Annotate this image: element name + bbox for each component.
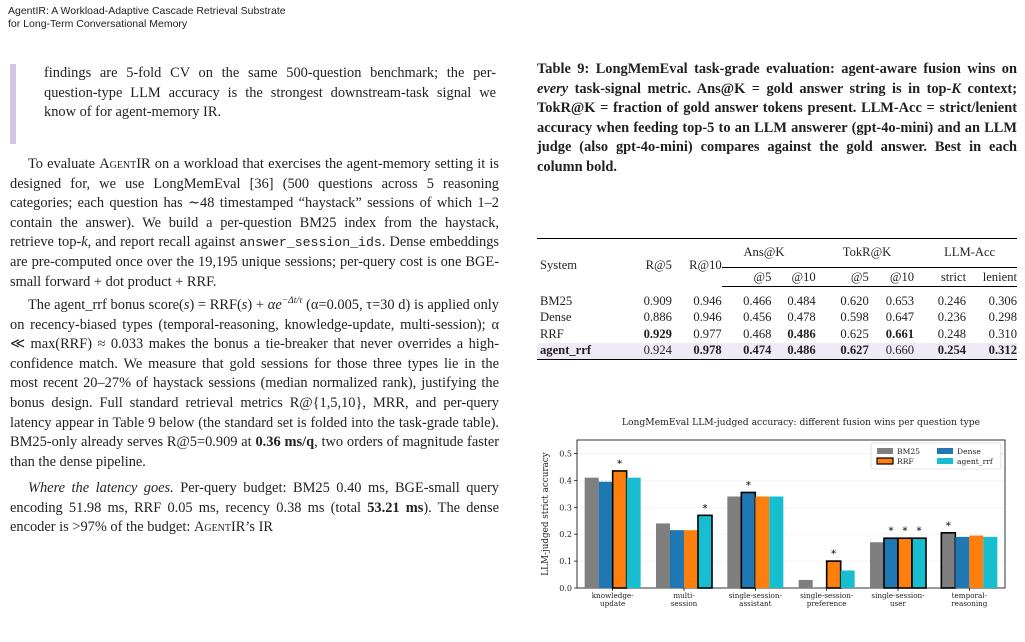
cell: 0.246: [937, 293, 967, 308]
grouped-bar-chart: [537, 412, 1017, 608]
right-column: [537, 60, 1017, 178]
cell: 0.478: [787, 310, 816, 325]
bar-Dense: [955, 537, 969, 588]
table-row: [537, 310, 1017, 327]
bar-BM25: [941, 533, 955, 588]
table-row: [537, 287, 1017, 310]
bar-BM25: [585, 478, 599, 588]
cell: 0.929: [643, 326, 672, 341]
header-system: System: [537, 239, 623, 287]
winner-star: *: [902, 526, 908, 538]
bar-RRF: [755, 497, 769, 588]
bar-agent-rrf: [983, 537, 997, 588]
header-r10: R@10: [672, 239, 722, 287]
y-tick-label: 0.4: [559, 476, 572, 486]
cell: 0.653: [885, 293, 915, 308]
x-tick-label: [592, 591, 634, 608]
table-row: [537, 326, 1017, 343]
x-tick-label: [951, 591, 988, 608]
legend-swatch: [877, 448, 893, 454]
y-axis-label: LLM-judged strict accuracy: [541, 452, 551, 576]
y-tick-label: 0.5: [559, 449, 572, 459]
y-tick-label: 0.0: [559, 584, 572, 593]
running-header: [8, 5, 286, 31]
bar-Dense: [884, 538, 898, 588]
x-tick-label: [671, 591, 698, 608]
legend-label: BM25: [897, 447, 921, 456]
x-tick-label-line: single-session-: [728, 591, 782, 600]
cell: 0.486: [787, 326, 816, 341]
legend-label: RRF: [897, 457, 914, 466]
winner-star: *: [916, 526, 922, 538]
total-latency-highlight: 53.21 ms: [367, 499, 424, 516]
cell: 0.924: [623, 343, 672, 360]
cell: 0.486: [771, 343, 815, 360]
agentir-name: AgentIR: [99, 156, 151, 172]
x-tick-label-line: session: [670, 599, 698, 608]
left-column: [10, 64, 499, 538]
bm25-latency-highlight: 0.36 ms/q: [255, 434, 315, 451]
bar-RRF: [613, 471, 627, 588]
paragraph-heading-latency: Where the latency goes.: [28, 480, 174, 497]
cell: 0.456: [743, 310, 772, 325]
cell: 0.236: [937, 310, 967, 325]
row-system: agent_rrf: [537, 343, 623, 360]
table-row-highlighted: [537, 343, 1017, 360]
cell: 0.484: [787, 293, 816, 308]
cell: 0.620: [840, 293, 869, 308]
answer-session-ids-code: answer_session_ids: [239, 235, 382, 251]
header-ans-k: Ans@K: [771, 239, 815, 268]
header-ans-at5: @5: [722, 268, 772, 287]
bar-Dense: [599, 482, 613, 588]
legend-label: agent_rrf: [957, 457, 993, 466]
cell: 0.978: [672, 343, 722, 360]
legend-swatch: [937, 448, 953, 454]
x-tick-label-line: reasoning: [951, 599, 988, 608]
cell: 0.248: [937, 326, 967, 341]
accuracy-figure: [537, 412, 1017, 608]
paragraph-agent-rrf-bonus: The agent_rrf bonus score(s) = $RRF(s) + \alpha e^{-\Delta t/\tau}$ (α=0.005, τ=30 d) is applied only on recency-biased types (temporal-reasoning, knowledge-update, multi-session); α ≪ max(RRF) ≈ 0.033 makes the bonus a tie-breaker that never overrides a high-confidence match. We measure that gold sessions for those three types lie in the most recent 20–27% of haystack sessions (median normalized rank), justifying the bonus design. Full standard retrieval metrics R@{1,5,10}, MRR, and per-query latency appear in Table 9 below (the standard set is folded into the task-grade table). BM25-only already serves R@5=0.909 at 0.36 ms/q, two orders of magnitude faster than the dense pipeline.: [10, 296, 500, 470]
row-system: BM25: [540, 293, 573, 308]
cell: 0.468: [743, 326, 772, 341]
bar-RRF: [898, 538, 912, 588]
bar-agent-rrf: [769, 497, 783, 588]
x-tick-label-line: multi-: [673, 591, 695, 600]
x-tick-label-line: temporal-: [951, 591, 988, 600]
bar-BM25: [727, 497, 741, 588]
winner-star: *: [617, 458, 623, 470]
running-header-line-1: AgentIR: A Workload-Adaptive Cascade Retrieval Substrate: [8, 5, 286, 17]
bar-RRF: [969, 536, 983, 588]
legend-swatch: [877, 458, 893, 464]
header-ans-at10: @10: [771, 268, 815, 287]
cell: 0.298: [988, 310, 1017, 325]
x-tick-label-line: update: [600, 599, 626, 608]
y-tick-label: 0.3: [559, 503, 572, 513]
cell: 0.312: [966, 343, 1017, 360]
header-tokr-at5: @5: [816, 268, 869, 287]
bar-agent-rrf: [841, 571, 855, 588]
y-tick-label: 0.1: [559, 557, 572, 567]
chart-title: LongMemEval LLM-judged accuracy: different fusion wins per question type: [621, 417, 981, 428]
results-table: [537, 238, 1017, 360]
bar-BM25: [656, 523, 670, 588]
header-llm-acc: LLM-Acc: [966, 239, 1017, 268]
paragraph-latency-budget: Where the latency goes. Per-query budget: BM25 0.40 ms, BGE-small query encoding 51.98 ms, RRF 0.05 ms, recency 0.38 ms (total 53.21 ms). The dense encoder is >97% of the budget: AgentIR’s IR: [10, 480, 499, 536]
x-tick-label-line: preference: [806, 599, 847, 608]
winner-star: *: [831, 549, 837, 561]
header-llm-strict: strict: [914, 268, 966, 287]
row-system: Dense: [540, 310, 572, 325]
cell: 0.661: [885, 326, 915, 341]
running-header-line-2: for Long-Term Conversational Memory: [8, 18, 188, 30]
x-tick-label-line: knowledge-: [591, 591, 634, 600]
row-system: RRF: [540, 326, 564, 341]
cell: 0.466: [743, 293, 772, 308]
bar-agent-rrf: [627, 478, 641, 588]
x-tick-label-line: single-session-: [800, 591, 854, 600]
winner-star: *: [888, 526, 894, 538]
cell: 0.946: [693, 293, 722, 308]
cell: 0.598: [840, 310, 869, 325]
cell: 0.647: [885, 310, 915, 325]
cell: 0.474: [722, 343, 772, 360]
cell: 0.310: [988, 326, 1017, 341]
cell: 0.625: [840, 326, 869, 341]
bar-agent-rrf: [698, 515, 712, 588]
winner-star: *: [745, 480, 751, 492]
y-tick-label: 0.2: [559, 530, 572, 540]
bar-agent-rrf: [912, 538, 926, 588]
cell: 0.977: [693, 326, 722, 341]
header-llm-lenient: lenient: [966, 268, 1017, 287]
winner-star: *: [702, 503, 708, 515]
bar-Dense: [741, 492, 755, 588]
paragraph-evaluation-setup: To evaluate AgentIR on a workload that exercises the agent-memory setting it is designed for, we use LongMemEval [36] (500 questions across 5 reasoning categories; each question has ∼48 timestamped “haystack” sessions of which 1–2 contain the answer). We build a per-question BM25 index from the haystack, retrieve top-k, and report recall against answer_session_ids. Dense embeddings are pre-computed once over the 19,195 unique sessions; per-query cost is one BGE-small forward + dot product + RRF.: [10, 156, 500, 290]
findings-callout: findings are 5-fold CV on the same 500-question benchmark; the per-question-type LLM accuracy is the strongest downstream-task signal we know of for agent-memory IR.: [10, 64, 496, 144]
x-tick-label: [729, 591, 783, 608]
bar-BM25: [870, 542, 884, 588]
cell: 0.886: [643, 310, 672, 325]
legend-swatch: [937, 458, 953, 464]
cell: 0.909: [643, 293, 672, 308]
bar-RRF: [827, 561, 841, 588]
header-tokr-k: TokR@K: [869, 239, 914, 268]
header-tokr-at10: @10: [869, 268, 914, 287]
x-tick-label-line: user: [889, 599, 907, 608]
header-r5: R@5: [623, 239, 672, 287]
table-9-caption: Table 9: LongMemEval task-grade evaluation: agent-aware fusion wins on every task-signal metric. Ans@K = gold answer string is in top-K context; TokR@K = fraction of gold answer tokens present. LLM-Acc = strict/lenient accuracy when feeding top-5 to an LLM answerer (gpt-4o-mini) and an LLM judge (also gpt-4o-mini) compares against the gold answer. Best in each column bold.: [537, 61, 1017, 175]
cell: 0.627: [816, 343, 869, 360]
bar-BM25: [799, 580, 813, 588]
bar-RRF: [684, 530, 698, 588]
cell: 0.306: [988, 293, 1017, 308]
x-tick-label: [871, 591, 925, 608]
x-tick-label-line: single-session-: [871, 591, 925, 600]
cell: 0.946: [693, 310, 722, 325]
cell: 0.660: [869, 343, 914, 360]
cell: 0.254: [914, 343, 966, 360]
x-tick-label: [800, 591, 854, 608]
x-tick-label-line: assistant: [739, 599, 772, 608]
winner-star: *: [945, 520, 951, 532]
bar-Dense: [670, 530, 684, 588]
legend-label: Dense: [957, 447, 981, 456]
